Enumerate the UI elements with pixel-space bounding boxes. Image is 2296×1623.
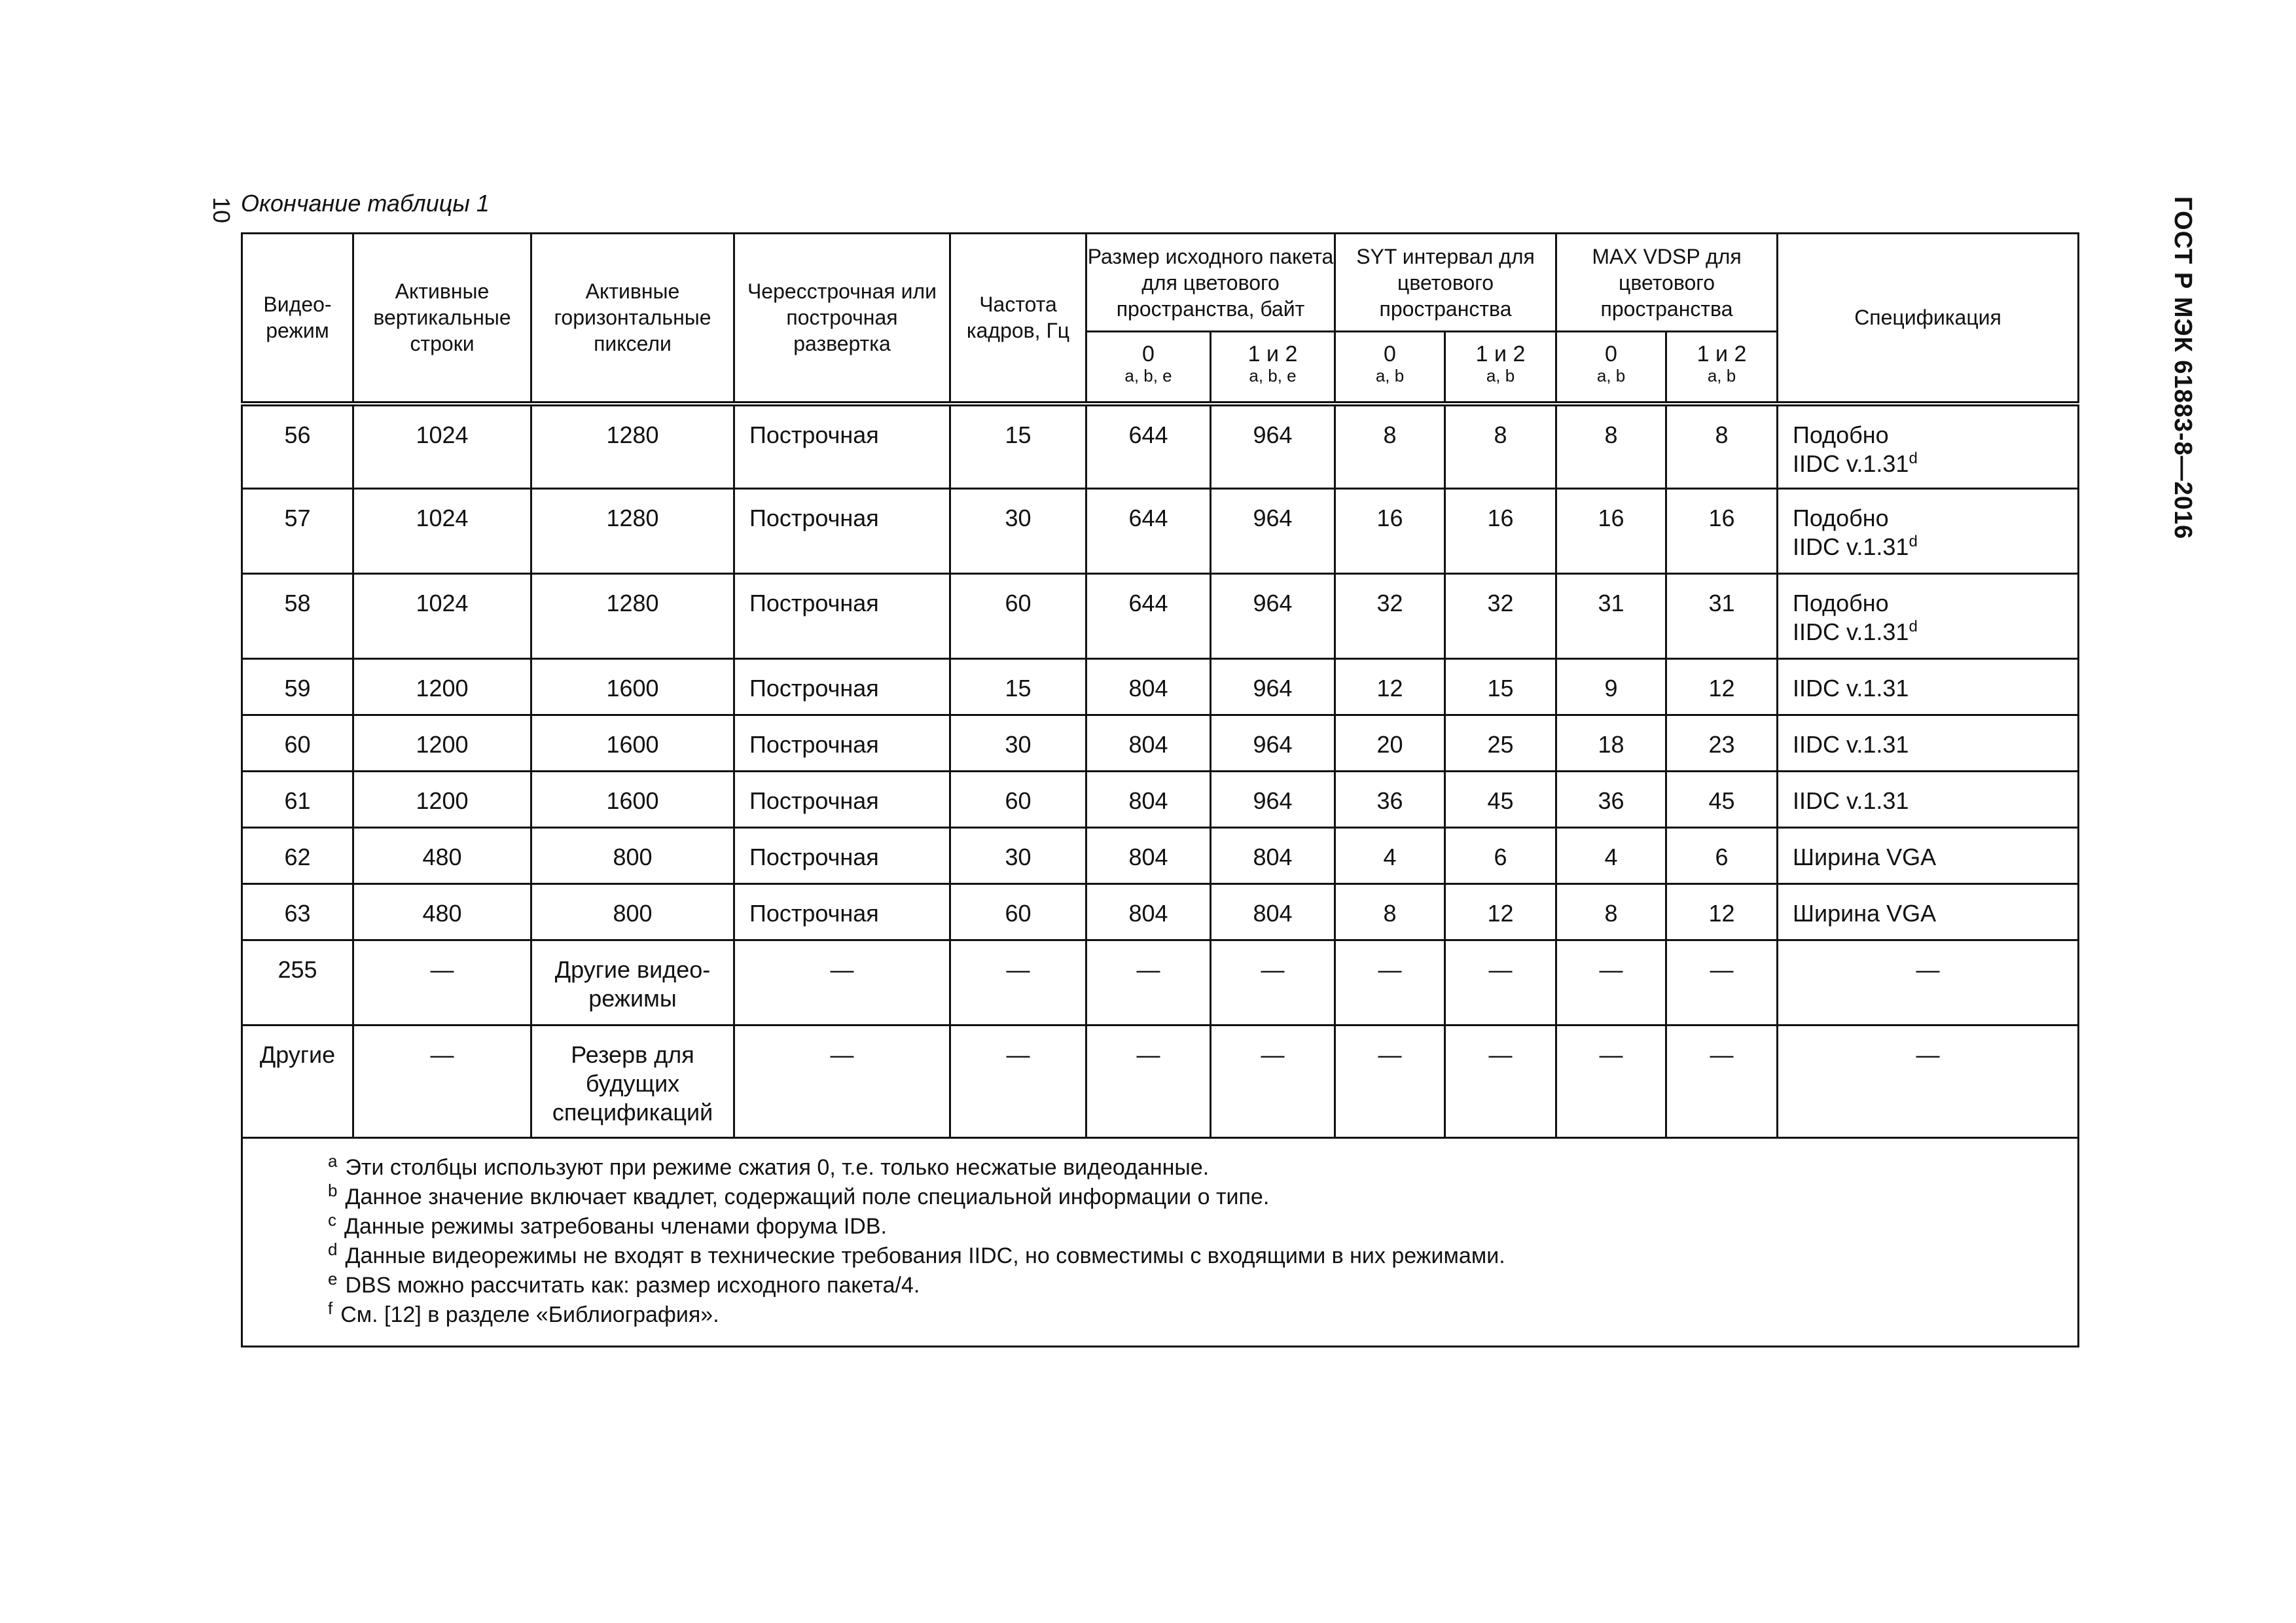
cell-syt-0: 36 <box>1335 772 1445 828</box>
subheader-note: a, b, e <box>1124 366 1172 385</box>
table-row <box>242 715 2079 772</box>
cell-scan: Построчная <box>734 404 950 489</box>
cell-vertical: 480 <box>353 828 531 884</box>
cell-packet-12: 964 <box>1211 659 1335 715</box>
cell-frame-rate: 15 <box>950 404 1086 489</box>
cell-syt-12: — <box>1445 940 1556 1026</box>
cell-video-mode: 57 <box>242 489 353 574</box>
cell-scan: Построчная <box>734 489 950 574</box>
cell-frame-rate: 30 <box>950 828 1086 884</box>
cell-specification: IIDC v.1.31 <box>1778 659 2079 715</box>
cell-syt-12: 6 <box>1445 828 1556 884</box>
header-frame-rate: Частота кадров, Гц <box>950 234 1086 404</box>
cell-syt-12: 32 <box>1445 574 1556 659</box>
cell-frame-rate: 60 <box>950 772 1086 828</box>
subheader-label: 1 и 2 <box>1247 342 1298 366</box>
cell-vertical: 1200 <box>353 715 531 772</box>
cell-video-mode: 58 <box>242 574 353 659</box>
cell-horizontal: Резерв для будущих спецификаций <box>531 1026 734 1138</box>
table-row <box>242 772 2079 828</box>
cell-packet-12: 804 <box>1211 828 1335 884</box>
cell-scan: Построчная <box>734 659 950 715</box>
footnote-text: Данные видеорежимы не входят в технические требования IIDC, но совместимы с входящими в них режимами. <box>345 1243 1505 1268</box>
footnote-text: См. [12] в разделе «Библиография». <box>340 1302 719 1327</box>
cell-packet-0: — <box>1086 1026 1211 1138</box>
cell-vdsp-0: 4 <box>1556 828 1666 884</box>
header-packet-size: Размер исходного пакета для цветового пространства, байт <box>1086 234 1335 332</box>
footnote-text: DBS можно рассчитать как: размер исходного пакета/4. <box>345 1273 920 1298</box>
cell-packet-12: — <box>1211 1026 1335 1138</box>
cell-vdsp-12: 31 <box>1666 574 1778 659</box>
cell-packet-0: 804 <box>1086 772 1211 828</box>
cell-horizontal: 1600 <box>531 715 734 772</box>
header-video-mode: Видео-режим <box>242 234 353 404</box>
cell-horizontal: 1280 <box>531 404 734 489</box>
cell-syt-0: — <box>1335 1026 1445 1138</box>
cell-specification: Ширина VGA <box>1778 884 2079 940</box>
footnote-mark: d <box>328 1239 338 1259</box>
cell-scan: Построчная <box>734 772 950 828</box>
cell-packet-12: 804 <box>1211 884 1335 940</box>
cell-specification <box>1778 574 2079 659</box>
cell-video-mode: Другие <box>242 1026 353 1138</box>
cell-video-mode: 56 <box>242 404 353 489</box>
cell-packet-0: 644 <box>1086 404 1211 489</box>
cell-frame-rate: 30 <box>950 715 1086 772</box>
cell-vdsp-0: 36 <box>1556 772 1666 828</box>
cell-horizontal: 1280 <box>531 489 734 574</box>
cell-vertical: 1200 <box>353 659 531 715</box>
footnote <box>328 1150 2077 1183</box>
table-row <box>242 659 2079 715</box>
cell-packet-0: — <box>1086 940 1211 1026</box>
cell-vdsp-12: 16 <box>1666 489 1778 574</box>
cell-scan: — <box>734 1026 950 1138</box>
cell-vdsp-0: — <box>1556 1026 1666 1138</box>
footnote <box>328 1300 2077 1330</box>
subheader-note: a, b <box>1596 366 1626 385</box>
footnote-text: Эти столбцы используют при режиме сжатия 0, т.е. только несжатые видеоданные. <box>345 1155 1210 1180</box>
header-active-horizontal: Активные горизонтальные пиксели <box>531 234 734 404</box>
data-table <box>241 232 2079 1347</box>
table-row <box>242 404 2079 489</box>
cell-video-mode: 61 <box>242 772 353 828</box>
cell-syt-12: 16 <box>1445 489 1556 574</box>
cell-syt-0: 20 <box>1335 715 1445 772</box>
cell-syt-12: 45 <box>1445 772 1556 828</box>
cell-vertical: 1024 <box>353 404 531 489</box>
cell-vdsp-12: 6 <box>1666 828 1778 884</box>
cell-horizontal: 1600 <box>531 659 734 715</box>
footnote-text: Данные режимы затребованы членами форума IDB. <box>344 1214 887 1239</box>
cell-packet-12: 964 <box>1211 574 1335 659</box>
header-scan: Чересстрочная или построчная развертка <box>734 234 950 404</box>
table-row <box>242 884 2079 940</box>
footnote-mark: b <box>328 1180 338 1200</box>
footnote-mark: c <box>328 1209 336 1230</box>
cell-vdsp-12: 12 <box>1666 659 1778 715</box>
footnote-mark: d <box>1909 449 1918 467</box>
cell-packet-0: 804 <box>1086 828 1211 884</box>
cell-specification <box>1778 404 2079 489</box>
cell-syt-0: 16 <box>1335 489 1445 574</box>
cell-vertical: 1024 <box>353 489 531 574</box>
cell-syt-0: 8 <box>1335 404 1445 489</box>
header-specification: Спецификация <box>1778 234 2079 404</box>
cell-syt-0: 4 <box>1335 828 1445 884</box>
cell-syt-12: — <box>1445 1026 1556 1138</box>
table-row <box>242 828 2079 884</box>
cell-frame-rate: 15 <box>950 659 1086 715</box>
footnote <box>328 1180 2077 1212</box>
cell-specification: Ширина VGA <box>1778 828 2079 884</box>
cell-vdsp-0: 8 <box>1556 404 1666 489</box>
footnote-mark: f <box>328 1298 333 1318</box>
subheader-note: a, b <box>1375 366 1405 385</box>
cell-vdsp-12: 45 <box>1666 772 1778 828</box>
cell-syt-12: 12 <box>1445 884 1556 940</box>
spec-line-2: IIDC v.1.31 <box>1793 450 1909 477</box>
cell-specification: IIDC v.1.31 <box>1778 715 2079 772</box>
subheader-note: a, b, e <box>1249 366 1297 385</box>
cell-vdsp-0: 16 <box>1556 489 1666 574</box>
cell-vdsp-0: 8 <box>1556 884 1666 940</box>
cell-frame-rate: — <box>950 940 1086 1026</box>
subheader-label: 0 <box>1605 342 1617 366</box>
spec-line-1: Подобно <box>1793 421 1889 448</box>
subheader-label: 1 и 2 <box>1475 342 1526 366</box>
cell-scan: — <box>734 940 950 1026</box>
cell-video-mode: 255 <box>242 940 353 1026</box>
page-number: 10 <box>208 196 236 224</box>
cell-syt-12: 15 <box>1445 659 1556 715</box>
subheader-vdsp-0 <box>1556 332 1666 404</box>
spec-line-1: Подобно <box>1793 505 1889 531</box>
subheader-note: a, b <box>1707 366 1736 385</box>
cell-specification <box>1778 489 2079 574</box>
cell-packet-12: 964 <box>1211 772 1335 828</box>
table-row <box>242 940 2079 1026</box>
cell-scan: Построчная <box>734 574 950 659</box>
footnote-mark: e <box>328 1268 338 1289</box>
footnote-text: Данное значение включает квадлет, содержащий поле специальной информации о типе. <box>345 1185 1270 1209</box>
cell-vdsp-12: 12 <box>1666 884 1778 940</box>
cell-vdsp-0: 31 <box>1556 574 1666 659</box>
cell-video-mode: 63 <box>242 884 353 940</box>
cell-vdsp-12: 23 <box>1666 715 1778 772</box>
footnote <box>328 1241 2077 1271</box>
cell-specification: IIDC v.1.31 <box>1778 772 2079 828</box>
table-row <box>242 489 2079 574</box>
cell-vdsp-0: 18 <box>1556 715 1666 772</box>
cell-syt-12: 25 <box>1445 715 1556 772</box>
cell-horizontal: 1600 <box>531 772 734 828</box>
subheader-label: 0 <box>1142 342 1155 366</box>
cell-vdsp-12: — <box>1666 1026 1778 1138</box>
cell-horizontal: 800 <box>531 884 734 940</box>
spec-line-1: Подобно <box>1793 590 1889 616</box>
cell-frame-rate: 60 <box>950 884 1086 940</box>
cell-frame-rate: 60 <box>950 574 1086 659</box>
cell-packet-12: 964 <box>1211 715 1335 772</box>
cell-horizontal: 1280 <box>531 574 734 659</box>
cell-video-mode: 60 <box>242 715 353 772</box>
cell-vdsp-12: 8 <box>1666 404 1778 489</box>
cell-frame-rate: 30 <box>950 489 1086 574</box>
footnote-mark: d <box>1909 618 1918 635</box>
cell-vertical: 1024 <box>353 574 531 659</box>
table-caption: Окончание таблицы 1 <box>241 190 490 217</box>
cell-scan: Построчная <box>734 884 950 940</box>
cell-packet-12: — <box>1211 940 1335 1026</box>
cell-specification: — <box>1778 940 2079 1026</box>
subheader-label: 0 <box>1384 342 1396 366</box>
footnote-mark: d <box>1909 533 1918 550</box>
cell-syt-12: 8 <box>1445 404 1556 489</box>
cell-packet-0: 644 <box>1086 574 1211 659</box>
header-syt-interval: SYT интервал для цветового пространства <box>1335 234 1556 332</box>
cell-syt-0: 12 <box>1335 659 1445 715</box>
footnote-mark: a <box>328 1150 338 1171</box>
cell-vdsp-0: 9 <box>1556 659 1666 715</box>
subheader-syt-12 <box>1445 332 1556 404</box>
footnotes-cell <box>242 1138 2079 1347</box>
header-max-vdsp: MAX VDSP для цветового пространства <box>1556 234 1778 332</box>
cell-packet-0: 804 <box>1086 659 1211 715</box>
subheader-packet-12 <box>1211 332 1335 404</box>
footnote <box>328 1209 2077 1241</box>
cell-scan: Построчная <box>734 715 950 772</box>
cell-video-mode: 62 <box>242 828 353 884</box>
cell-vertical: 480 <box>353 884 531 940</box>
cell-syt-0: 32 <box>1335 574 1445 659</box>
cell-syt-0: 8 <box>1335 884 1445 940</box>
cell-scan: Построчная <box>734 828 950 884</box>
subheader-packet-0 <box>1086 332 1211 404</box>
footnote <box>328 1268 2077 1300</box>
cell-packet-0: 644 <box>1086 489 1211 574</box>
spec-line-2: IIDC v.1.31 <box>1793 618 1909 645</box>
subheader-label: 1 и 2 <box>1696 342 1747 366</box>
subheader-note: a, b <box>1486 366 1515 385</box>
table-row <box>242 1026 2079 1138</box>
cell-packet-0: 804 <box>1086 884 1211 940</box>
subheader-syt-0 <box>1335 332 1445 404</box>
cell-vdsp-0: — <box>1556 940 1666 1026</box>
cell-vdsp-12: — <box>1666 940 1778 1026</box>
table-row <box>242 574 2079 659</box>
document-title: ГОСТ Р МЭК 61883-8—2016 <box>2169 196 2197 540</box>
table-footnotes <box>242 1138 2079 1347</box>
subheader-vdsp-12 <box>1666 332 1778 404</box>
cell-vertical: 1200 <box>353 772 531 828</box>
cell-vertical: — <box>353 1026 531 1138</box>
spec-line-2: IIDC v.1.31 <box>1793 533 1909 560</box>
cell-frame-rate: — <box>950 1026 1086 1138</box>
cell-packet-12: 964 <box>1211 489 1335 574</box>
cell-specification: — <box>1778 1026 2079 1138</box>
cell-syt-0: — <box>1335 940 1445 1026</box>
cell-packet-0: 804 <box>1086 715 1211 772</box>
cell-horizontal: 800 <box>531 828 734 884</box>
cell-video-mode: 59 <box>242 659 353 715</box>
cell-packet-12: 964 <box>1211 404 1335 489</box>
header-active-vertical: Активные вертикальные строки <box>353 234 531 404</box>
cell-horizontal: Другие видео-режимы <box>531 940 734 1026</box>
cell-vertical: — <box>353 940 531 1026</box>
